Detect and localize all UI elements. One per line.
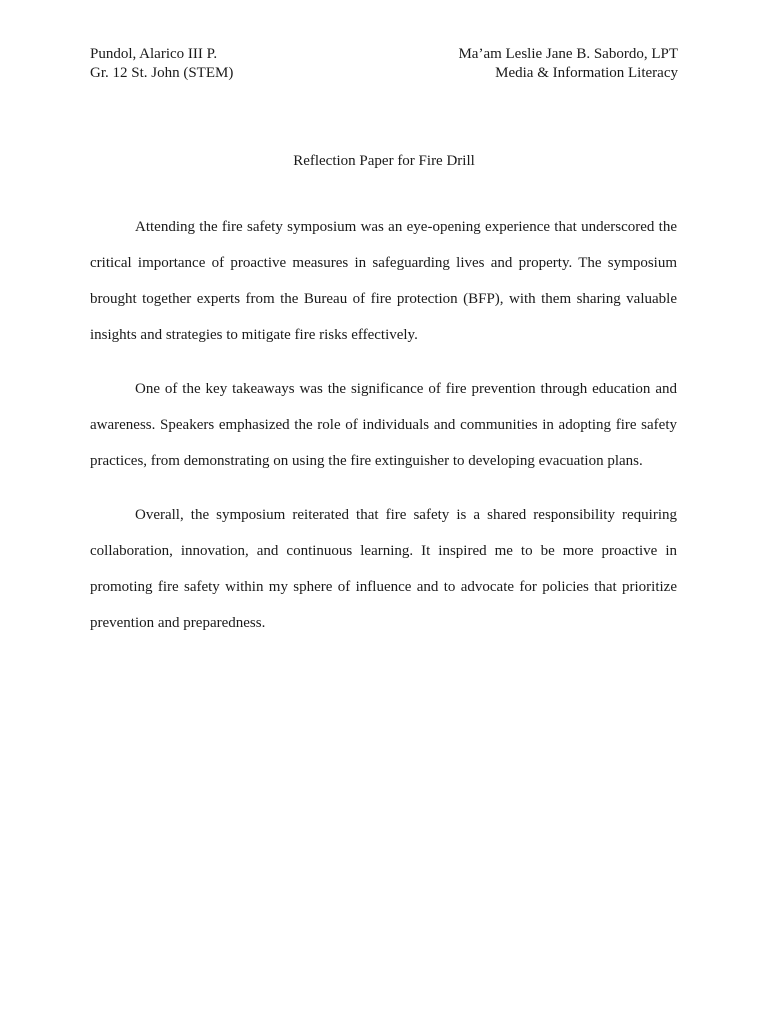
student-section: Gr. 12 St. John (STEM) [90,65,234,81]
paragraph-1: Attending the fire safety symposium was an eye-opening experience that underscored the critical importance of proactive measures in safeguarding lives and property. The symposium brought together experts from the Bureau of fire protection (BFP), with them sharing valuable insights and strategies to mitigate fire risks effectively. [90,219,677,343]
student-info [90,45,233,83]
course-info [458,45,678,83]
student-name: Pundol, Alarico III P. [90,46,218,62]
document-body [90,209,677,659]
subject-name: Media & Information Literacy [495,65,678,81]
paragraph-2: One of the key takeaways was the significance of fire prevention through education and awareness. Speakers emphasized the role of individuals and communities in adopting fire safety practices, from demonstrating on using the fire extinguisher to developing evacuation plans. [90,381,677,469]
teacher-name: Ma’am Leslie Jane B. Sabordo, LPT [458,46,678,62]
document-title: Reflection Paper for Fire Drill [293,153,475,169]
paragraph-3: Overall, the symposium reiterated that fire safety is a shared responsibility requiring collaboration, innovation, and continuous learning. It inspired me to be more proactive in promoting fire safety within my sphere of influence and to advocate for policies that prioritize prevention and preparedness. [90,507,677,631]
